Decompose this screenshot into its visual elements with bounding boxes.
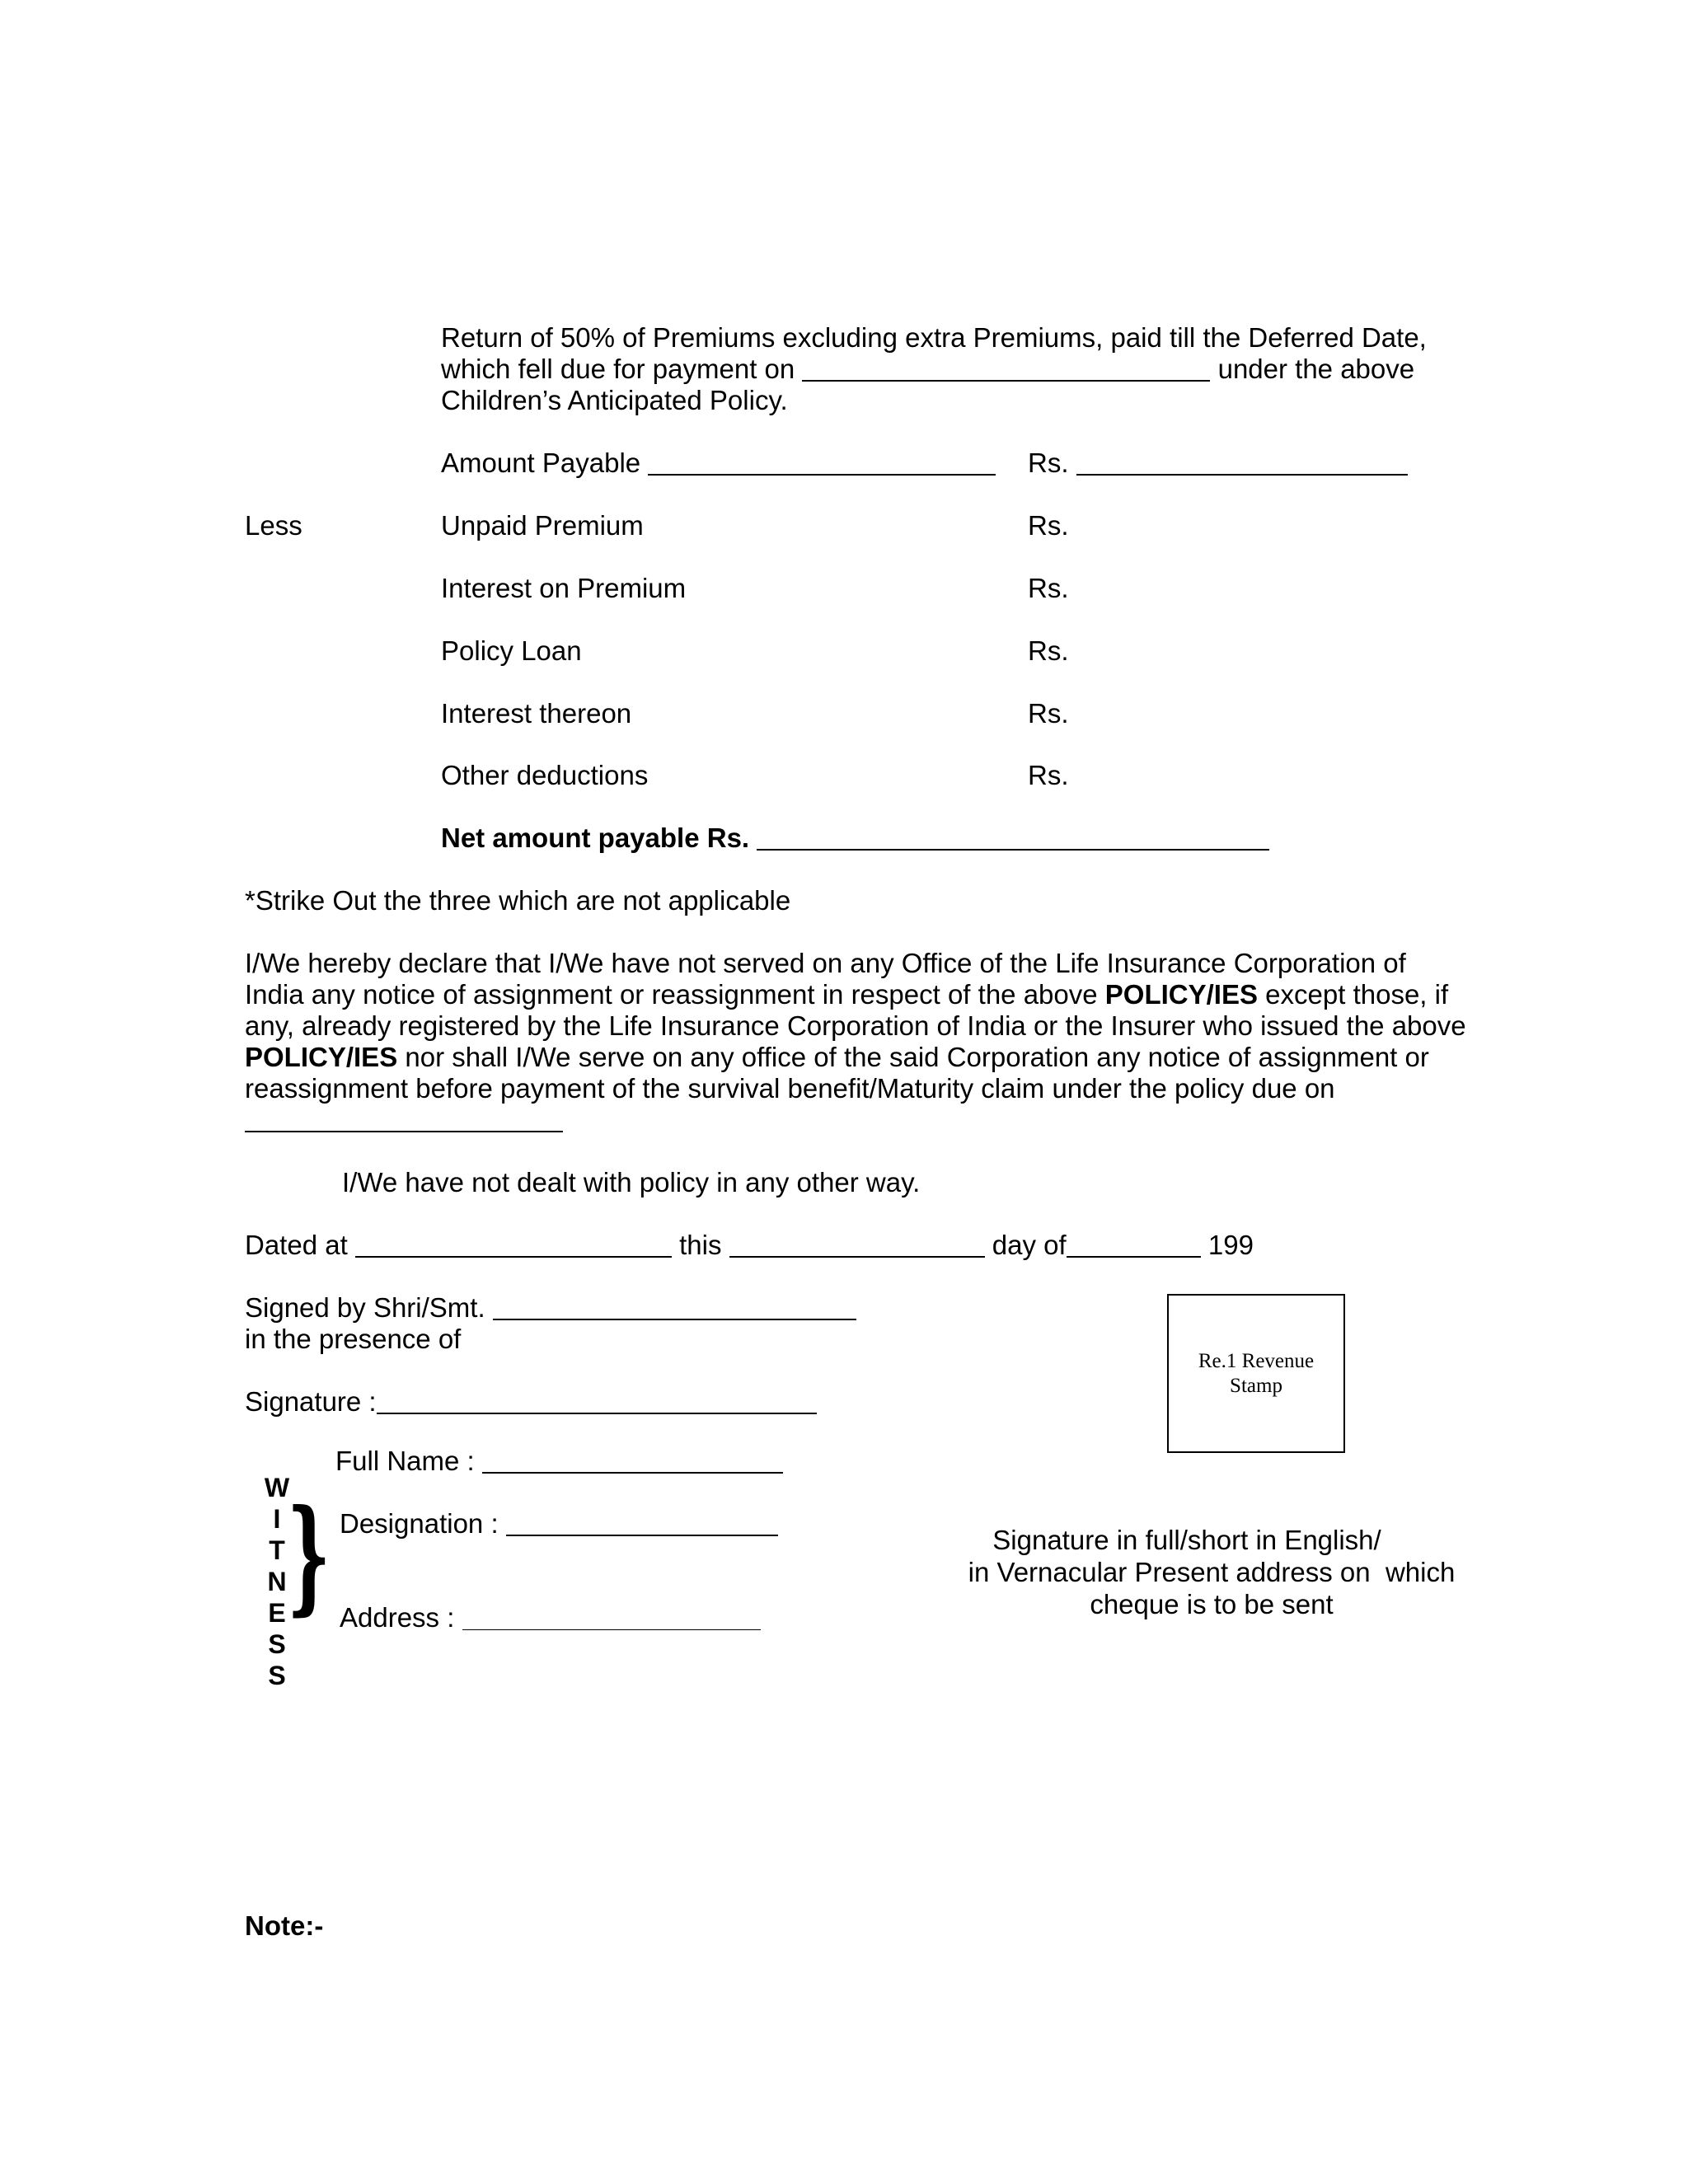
witness-letter: S [268, 1629, 286, 1659]
declaration-line-2-c: except those, if [1258, 979, 1449, 1010]
dated-at-label: Dated at [245, 1230, 348, 1260]
note-label: Note:- [245, 1910, 324, 1941]
deduction-label: Unpaid Premium [441, 510, 644, 541]
address-blank[interactable] [462, 1608, 761, 1630]
address-label: Address : [340, 1602, 455, 1633]
due-date-blank[interactable] [245, 1109, 563, 1132]
amount-payable-label: Amount Payable [441, 448, 641, 478]
net-amount-label: Net amount payable Rs. [441, 823, 750, 853]
presence-label: in the presence of [245, 1324, 462, 1354]
stamp-text-line-1: Re.1 Revenue [1198, 1349, 1315, 1372]
signature-blank[interactable] [377, 1391, 817, 1414]
net-amount-blank[interactable] [757, 827, 1269, 851]
witness-letter: E [268, 1598, 286, 1628]
witness-letter: W [264, 1473, 290, 1502]
not-dealt-statement: I/We have not dealt with policy in any other way. [342, 1167, 921, 1197]
intro-line-1: Return of 50% of Premiums excluding extra Premiums, paid till the Deferred Date, [441, 322, 1427, 353]
witness-brace-icon: } [287, 1483, 331, 1628]
strike-out-note: *Strike Out the three which are not applicable [245, 885, 791, 916]
signature-row [245, 1386, 817, 1418]
designation-label: Designation : [340, 1508, 499, 1539]
amount-payable-rs-blank[interactable] [1076, 452, 1408, 476]
witness-letter: I [273, 1504, 281, 1534]
full-name-row [335, 1446, 783, 1478]
intro-line-3: Children’s Anticipated Policy. [441, 385, 788, 415]
revenue-stamp-box [1167, 1294, 1345, 1453]
signature-instructions-line-2: in Vernacular Present address on which [968, 1556, 1456, 1587]
deduction-label: Interest thereon [441, 698, 632, 729]
amount-payable-blank[interactable] [648, 452, 996, 476]
intro-line-2-end: under the above [1217, 354, 1415, 384]
declaration-line-3: any, already registered by the Life Insurance Corporation of India or the Insurer who issued the above [245, 1010, 1466, 1041]
due-date-row [245, 1104, 563, 1137]
full-name-blank[interactable] [482, 1451, 783, 1474]
signer-name-blank[interactable] [493, 1297, 856, 1320]
deduction-rs: Rs. [1028, 698, 1069, 729]
signature-label: Signature : [245, 1386, 377, 1417]
rs-label: Rs. [1028, 448, 1069, 478]
declaration-line-2-a: India any notice of assignment or reassignment in respect of the above [245, 979, 1105, 1010]
declaration-line-5: reassignment before payment of the survival benefit/Maturity claim under the policy due on [245, 1073, 1335, 1104]
deduction-label: Interest on Premium [441, 573, 687, 603]
intro-line-2-start: which fell due for payment on [441, 354, 795, 384]
less-label: Less [245, 510, 302, 541]
designation-row [340, 1508, 778, 1540]
signature-instructions [948, 1525, 1475, 1621]
stamp-text-line-2: Stamp [1230, 1374, 1282, 1397]
address-row [340, 1602, 761, 1634]
declaration-line-2 [245, 979, 1448, 1011]
this-label: this [679, 1230, 722, 1260]
amount-payable-row [441, 448, 996, 480]
date-day-blank[interactable] [729, 1235, 985, 1258]
intro-line-2 [441, 354, 1414, 386]
dated-row [245, 1230, 1254, 1262]
signed-by-row [245, 1292, 856, 1324]
signature-instructions-line-1: Signature in full/short in English/ [992, 1525, 1381, 1555]
amount-payable-rs [1028, 448, 1408, 480]
designation-blank[interactable] [506, 1513, 778, 1536]
deduction-rs: Rs. [1028, 635, 1069, 666]
deduction-rs: Rs. [1028, 510, 1069, 541]
day-of-label: day of [992, 1230, 1067, 1260]
policy-ies-text: POLICY/IES [245, 1042, 398, 1072]
signed-by-label: Signed by Shri/Smt. [245, 1292, 485, 1323]
year-label: 199 [1207, 1230, 1254, 1260]
declaration-line-4-b: nor shall I/We serve on any office of the said Corporation any notice of assignment or [397, 1042, 1429, 1072]
witness-letter: N [267, 1567, 287, 1596]
deduction-label: Policy Loan [441, 635, 582, 666]
witness-letter: T [269, 1535, 285, 1565]
deduction-label: Other deductions [441, 760, 649, 790]
declaration-line-1: I/We hereby declare that I/We have not served on any Office of the Life Insurance Corporation of [245, 948, 1406, 978]
deduction-rs: Rs. [1028, 760, 1069, 790]
witness-letter: S [268, 1661, 286, 1690]
payment-date-blank[interactable] [802, 359, 1210, 382]
net-amount-row [441, 823, 1269, 855]
month-blank[interactable] [1067, 1235, 1201, 1258]
signature-instructions-line-3: cheque is to be sent [1090, 1588, 1334, 1619]
policy-ies-text: POLICY/IES [1104, 979, 1258, 1010]
declaration-line-4 [245, 1042, 1429, 1074]
full-name-label: Full Name : [335, 1446, 475, 1476]
place-blank[interactable] [355, 1235, 672, 1258]
deduction-rs: Rs. [1028, 573, 1069, 603]
